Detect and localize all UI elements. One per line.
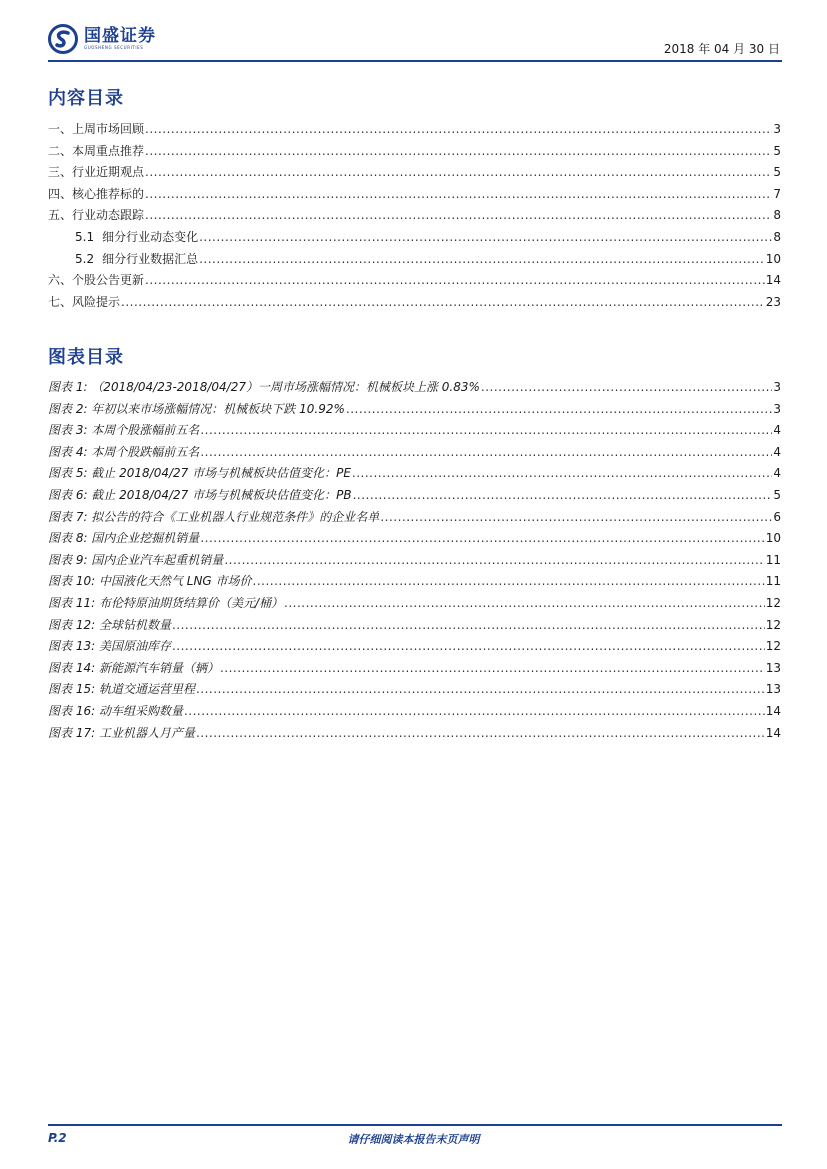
toc-entry-label: [48, 270, 144, 292]
toc-entry-text: 图表 5: 截止 2018/04/27 市场与机械板块估值变化：PE: [48, 466, 351, 481]
toc-entry-page: 5: [773, 487, 781, 502]
dot-leader: [284, 593, 765, 615]
toc-entry-text: 细分行业动态变化: [102, 229, 199, 244]
toc-entry[interactable]: [48, 485, 781, 507]
toc-entry[interactable]: [48, 420, 781, 442]
toc-entry-label: [48, 442, 199, 464]
toc-entry-page: 4: [773, 466, 781, 481]
dot-leader: [200, 528, 764, 550]
toc-title: 内容目录: [48, 88, 124, 109]
toc-entry[interactable]: [48, 636, 781, 658]
toc-entry-page: 4: [773, 444, 781, 459]
toc-entry-page: 5: [773, 165, 781, 180]
dot-leader: [184, 701, 765, 723]
toc-entry-text: 图表 8: 国内企业挖掘机销量: [48, 531, 200, 546]
dot-leader: [172, 615, 765, 637]
toc-entry-text: 图表 10: 中国液化天然气 LNG 市场价: [48, 574, 252, 589]
toc-list: [48, 119, 781, 313]
toc-entry[interactable]: [48, 377, 781, 399]
dot-leader: [481, 377, 772, 399]
dot-leader: [145, 184, 772, 206]
toc-entry-page: 14: [765, 725, 781, 740]
dot-leader: [253, 571, 765, 593]
report-date: 2018 年 04 月 30 日: [663, 42, 780, 56]
toc-entry-label: [48, 399, 345, 421]
toc-entry-text: 图表 11: 布伦特原油期货结算价（美元/桶）: [48, 595, 283, 610]
dot-leader: [172, 636, 765, 658]
toc-entry-label: [48, 528, 199, 550]
toc-entry[interactable]: [48, 249, 781, 271]
header-divider: [48, 60, 782, 62]
toc-entry-label: [48, 162, 144, 184]
toc-entry-label: [48, 658, 219, 680]
toc-entry[interactable]: [48, 162, 781, 184]
dot-leader: [145, 162, 772, 184]
toc-entry-page: 4: [773, 423, 781, 438]
toc-entry-label: [48, 141, 144, 163]
toc-entry-text: 六、个股公告更新: [48, 273, 145, 288]
page-number: P.2: [48, 1131, 67, 1145]
toc-entry-text: 细分行业数据汇总: [102, 251, 199, 266]
toc-entry[interactable]: [48, 507, 781, 529]
dot-leader: [199, 227, 772, 249]
dot-leader: [220, 658, 765, 680]
dot-leader: [200, 420, 772, 442]
toc-entry-page: 12: [765, 639, 781, 654]
toc-entry-page: 7: [773, 186, 781, 201]
disclaimer-note: 请仔细阅读本报告末页声明: [347, 1133, 480, 1146]
toc-entry-label: [48, 377, 480, 399]
toc-entry-label: [48, 420, 199, 442]
toc-entry-text: 图表 13: 美国原油库存: [48, 639, 171, 654]
toc-entry[interactable]: [48, 292, 781, 314]
toc-entry-number: 5.1: [75, 229, 95, 244]
toc-entry-text: 三、行业近期观点: [48, 165, 145, 180]
page-header: [48, 22, 782, 62]
toc-entry-label: [48, 507, 379, 529]
toc-entry[interactable]: [48, 119, 781, 141]
toc-entry-text: 图表 15: 轨道交通运营里程: [48, 682, 195, 697]
dot-leader: [353, 485, 773, 507]
toc-entry[interactable]: [48, 701, 781, 723]
toc-entry-text: 图表 12: 全球钻机数量: [48, 617, 171, 632]
toc-entry[interactable]: [48, 184, 781, 206]
toc-entry-text: 图表 6: 截止 2018/04/27 市场与机械板块估值变化：PB: [48, 487, 352, 502]
toc-entry-label: [48, 485, 352, 507]
dot-leader: [145, 141, 772, 163]
dot-leader: [196, 723, 765, 745]
footer-divider: [48, 1124, 782, 1126]
toc-entry-page: 8: [773, 229, 781, 244]
toc-entry-label: [48, 205, 144, 227]
toc-entry-page: 3: [773, 380, 781, 394]
toc-entry[interactable]: [48, 571, 781, 593]
toc-entry-page: 23: [765, 294, 781, 309]
toc-entry-text: 图表 9: 国内企业汽车起重机销量: [48, 552, 224, 567]
toc-entry-label: [48, 636, 171, 658]
toc-entry[interactable]: [48, 141, 781, 163]
toc-entry-page: 10: [765, 251, 781, 266]
dot-leader: [196, 679, 765, 701]
toc-entry[interactable]: [48, 658, 781, 680]
toc-entry-text: 图表 16: 动车组采购数量: [48, 703, 183, 718]
dot-leader: [200, 442, 772, 464]
toc-entry-label: [48, 119, 144, 141]
toc-entry-number: 5.2: [75, 251, 95, 266]
logo-icon: [48, 24, 78, 54]
toc-entry-label: [48, 184, 144, 206]
toc-entry-text: 图表 7: 拟公告的符合《工业机器人行业规范条件》的企业名单: [48, 509, 380, 524]
toc-entry-text: 五、行业动态跟踪: [48, 208, 145, 223]
toc-entry-label: [48, 550, 223, 572]
logo-name: 国盛证券: [84, 26, 156, 46]
toc-entry-page: 11: [765, 574, 781, 589]
toc-entry[interactable]: [48, 227, 781, 249]
toc-entry-label: [48, 463, 351, 485]
dot-leader: [380, 507, 772, 529]
dot-leader: [121, 292, 765, 314]
toc-entry-page: 6: [773, 509, 781, 524]
toc-entry-page: 12: [765, 595, 781, 610]
toc-entry-label: [48, 701, 183, 723]
toc-entry-page: 12: [765, 617, 781, 632]
toc-entry[interactable]: [48, 723, 781, 745]
dot-leader: [224, 550, 764, 572]
figures-title: 图表目录: [48, 347, 124, 368]
toc-entry[interactable]: [48, 399, 781, 421]
toc-entry[interactable]: [48, 550, 781, 572]
figures-list: [48, 377, 781, 744]
logo-subtitle: GUOSHENG SECURITIES: [84, 45, 144, 50]
toc-entry-label: [75, 227, 198, 249]
toc-entry[interactable]: [48, 270, 781, 292]
toc-entry-page: 14: [765, 703, 781, 718]
toc-entry-text: 一、上周市场回顾: [48, 122, 145, 136]
toc-entry-page: 8: [773, 208, 781, 223]
toc-entry[interactable]: [48, 463, 781, 485]
toc-entry-page: 5: [773, 143, 781, 158]
toc-entry-text: 图表 17: 工业机器人月产量: [48, 725, 195, 740]
toc-entry-text: 图表 1: （2018/04/23-2018/04/27）一周市场涨幅情况：机械板块上涨 0.83%: [48, 380, 480, 394]
toc-entry-label: [48, 723, 195, 745]
toc-entry-page: 3: [773, 122, 781, 136]
toc-entry[interactable]: [48, 679, 781, 701]
toc-entry[interactable]: [48, 593, 781, 615]
dot-leader: [145, 119, 772, 141]
toc-entry-page: 13: [765, 660, 781, 675]
toc-entry[interactable]: [48, 442, 781, 464]
toc-entry-page: 11: [765, 552, 781, 567]
toc-entry[interactable]: [48, 615, 781, 637]
toc-entry[interactable]: [48, 205, 781, 227]
toc-entry-label: [75, 249, 198, 271]
toc-entry-label: [48, 571, 252, 593]
toc-entry-label: [48, 292, 120, 314]
toc-entry-text: 图表 2: 年初以来市场涨幅情况：机械板块下跌 10.92%: [48, 401, 345, 416]
toc-entry-page: 3: [773, 401, 781, 416]
toc-entry-text: 二、本周重点推荐: [48, 143, 145, 158]
dot-leader: [346, 399, 772, 421]
toc-entry[interactable]: [48, 528, 781, 550]
toc-entry-text: 图表 3: 本周个股涨幅前五名: [48, 423, 200, 438]
dot-leader: [145, 205, 772, 227]
toc-entry-label: [48, 615, 171, 637]
dot-leader: [145, 270, 765, 292]
toc-entry-label: [48, 593, 283, 615]
toc-entry-text: 四、核心推荐标的: [48, 186, 145, 201]
toc-entry-text: 图表 14: 新能源汽车销量（辆）: [48, 660, 219, 675]
dot-leader: [199, 249, 765, 271]
toc-entry-text: 图表 4: 本周个股跌幅前五名: [48, 444, 200, 459]
toc-entry-page: 13: [765, 682, 781, 697]
toc-entry-page: 10: [765, 531, 781, 546]
toc-entry-label: [48, 679, 195, 701]
company-logo: [48, 24, 156, 54]
toc-entry-text: 七、风险提示: [48, 294, 121, 309]
dot-leader: [352, 463, 772, 485]
toc-entry-page: 14: [765, 273, 781, 288]
